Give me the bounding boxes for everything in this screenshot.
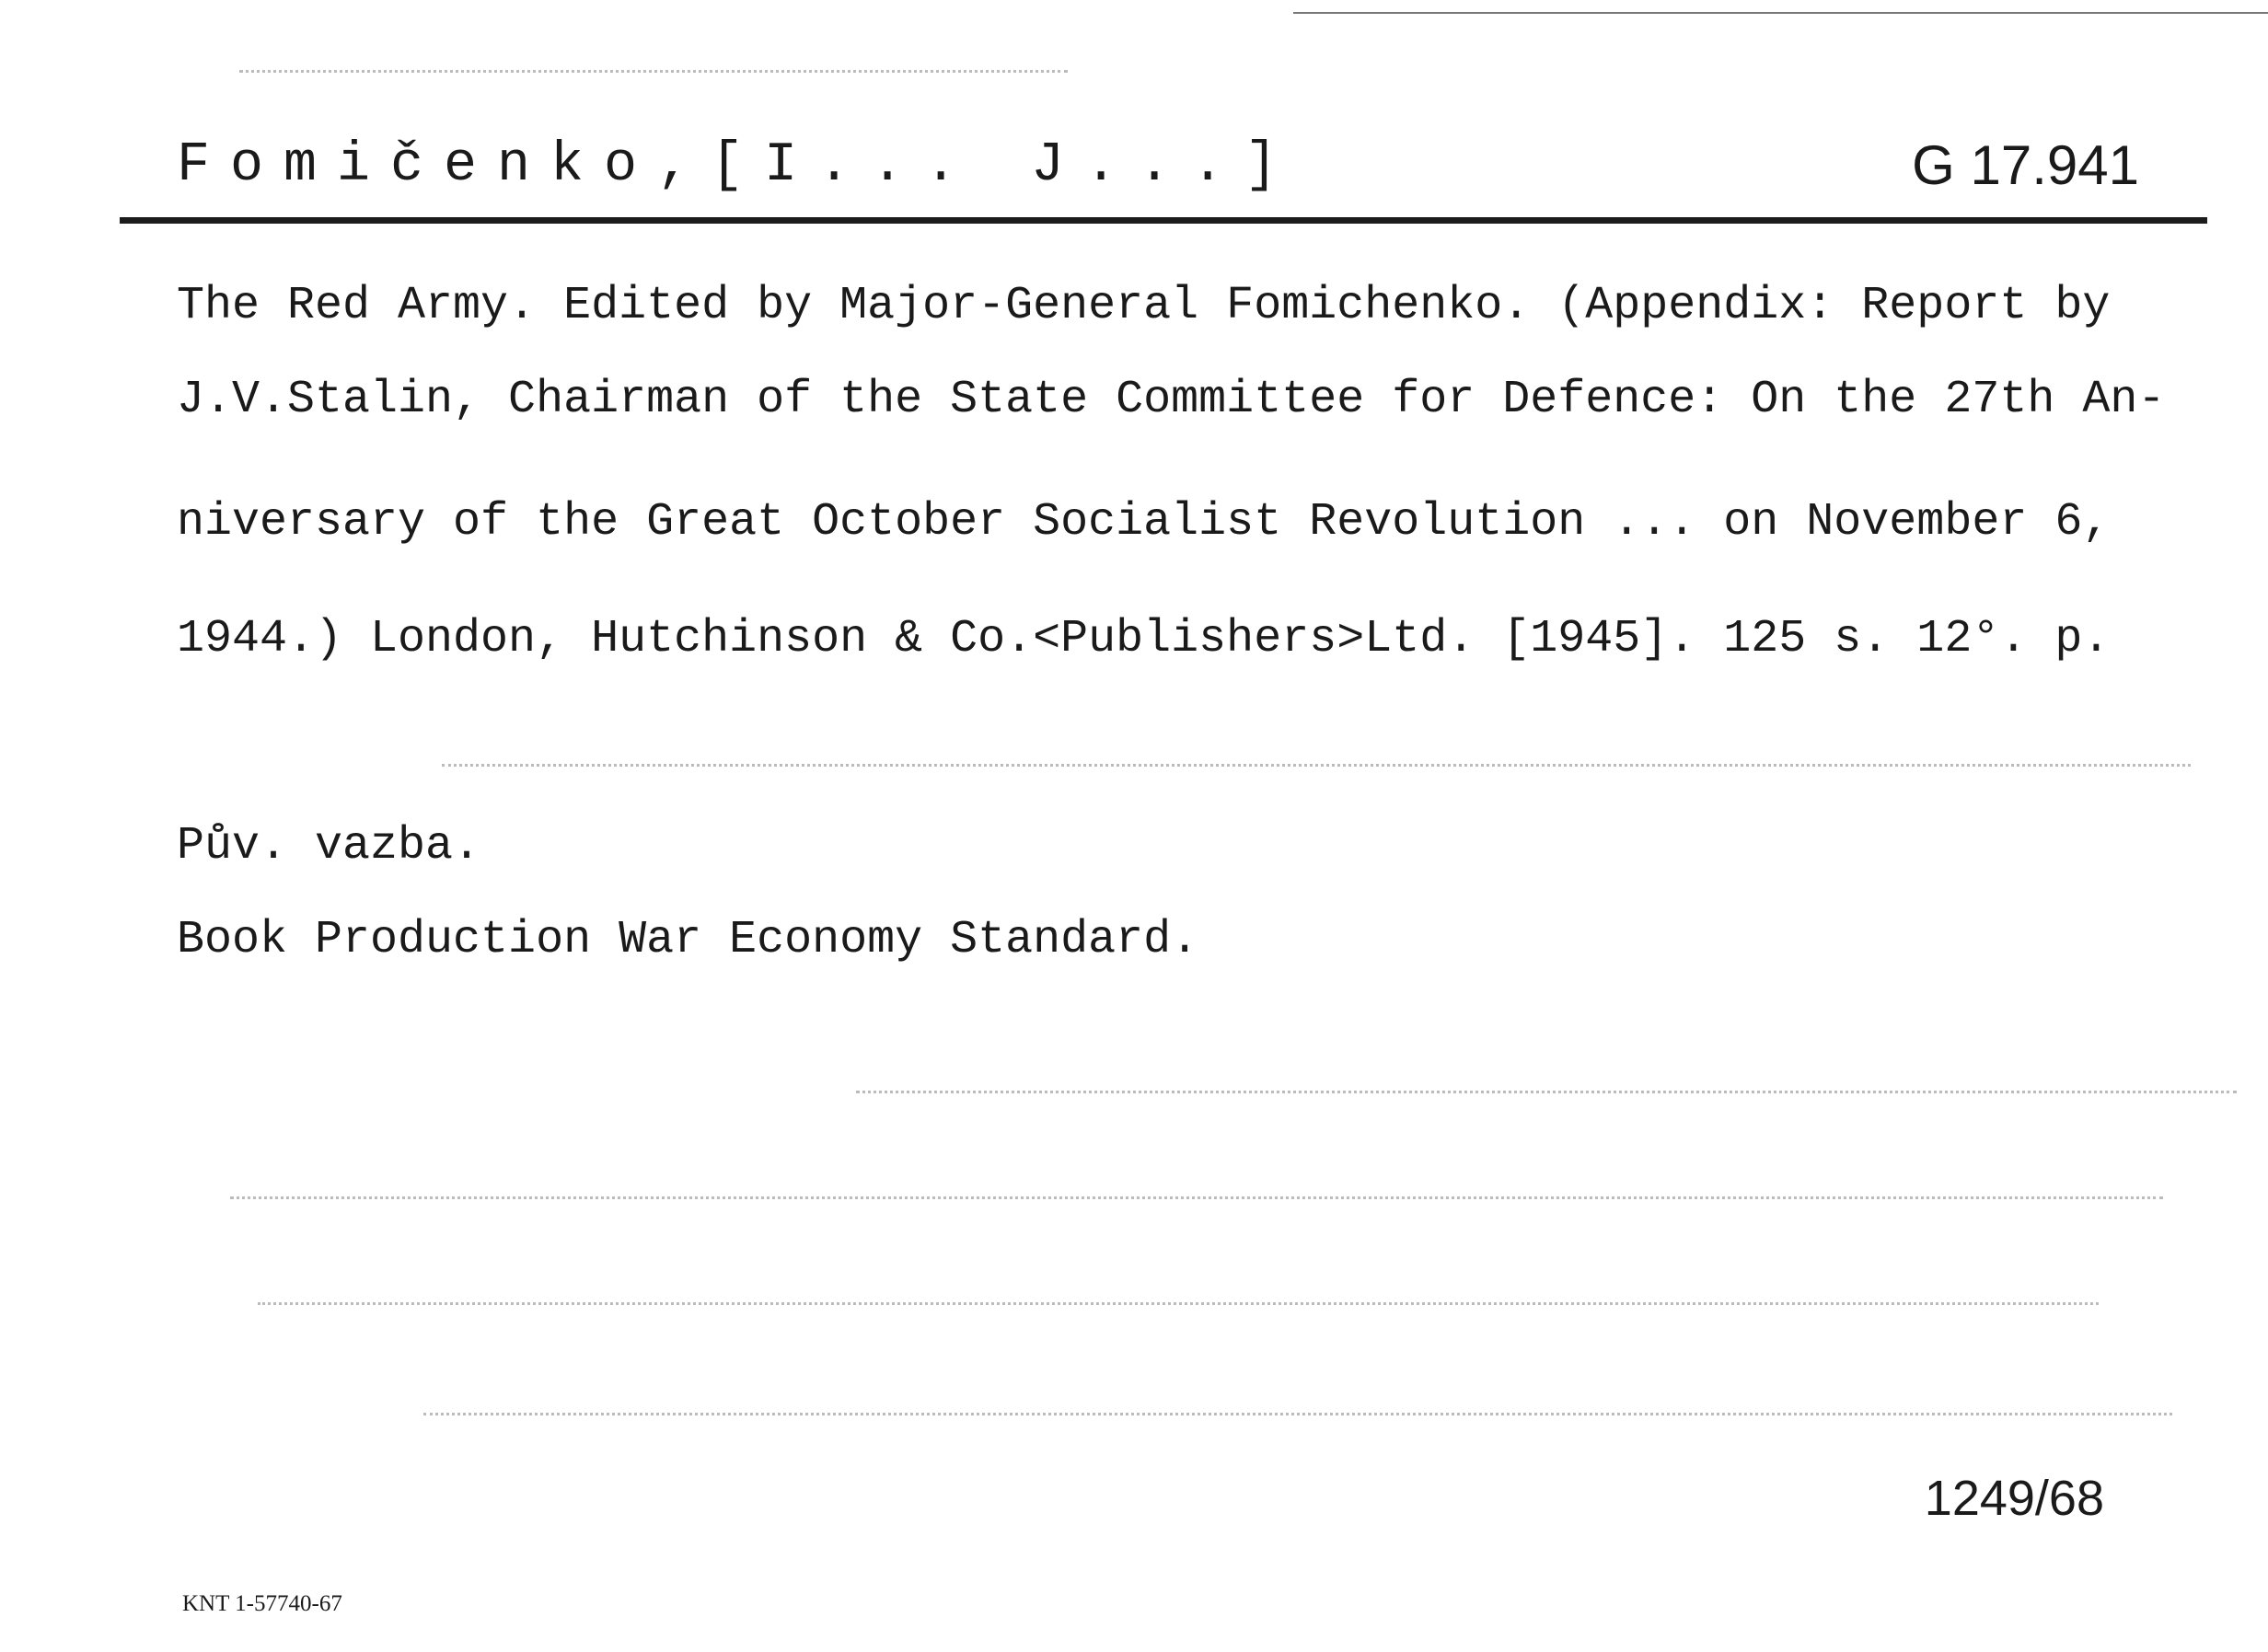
header-rule — [120, 217, 2207, 224]
production-note: Book Production War Economy Standard. — [177, 914, 1199, 966]
binding-note: Pův. vazba. — [177, 820, 481, 872]
top-edge-rule — [1293, 12, 2268, 14]
entry-line-4: 1944.) London, Hutchinson & Co.<Publishers>Ltd. [1945]. 125 s. 12°. p. — [177, 613, 2111, 665]
entry-line-2: J.V.Stalin, Chairman of the State Committee for Defence: On the 27th An- — [177, 374, 2166, 426]
author-heading: Fomičenko,[I... J...] — [177, 134, 1299, 197]
accession-number: 1249/68 — [1924, 1471, 2104, 1526]
shelf-signature: G 17.941 — [1912, 134, 2139, 196]
entry-line-1: The Red Army. Edited by Major-General Fomichenko. (Appendix: Report by — [177, 280, 2111, 332]
entry-line-3: niversary of the Great October Socialist Revolution ... on November 6, — [177, 496, 2111, 549]
printer-mark: KNT 1-57740-67 — [182, 1591, 342, 1616]
